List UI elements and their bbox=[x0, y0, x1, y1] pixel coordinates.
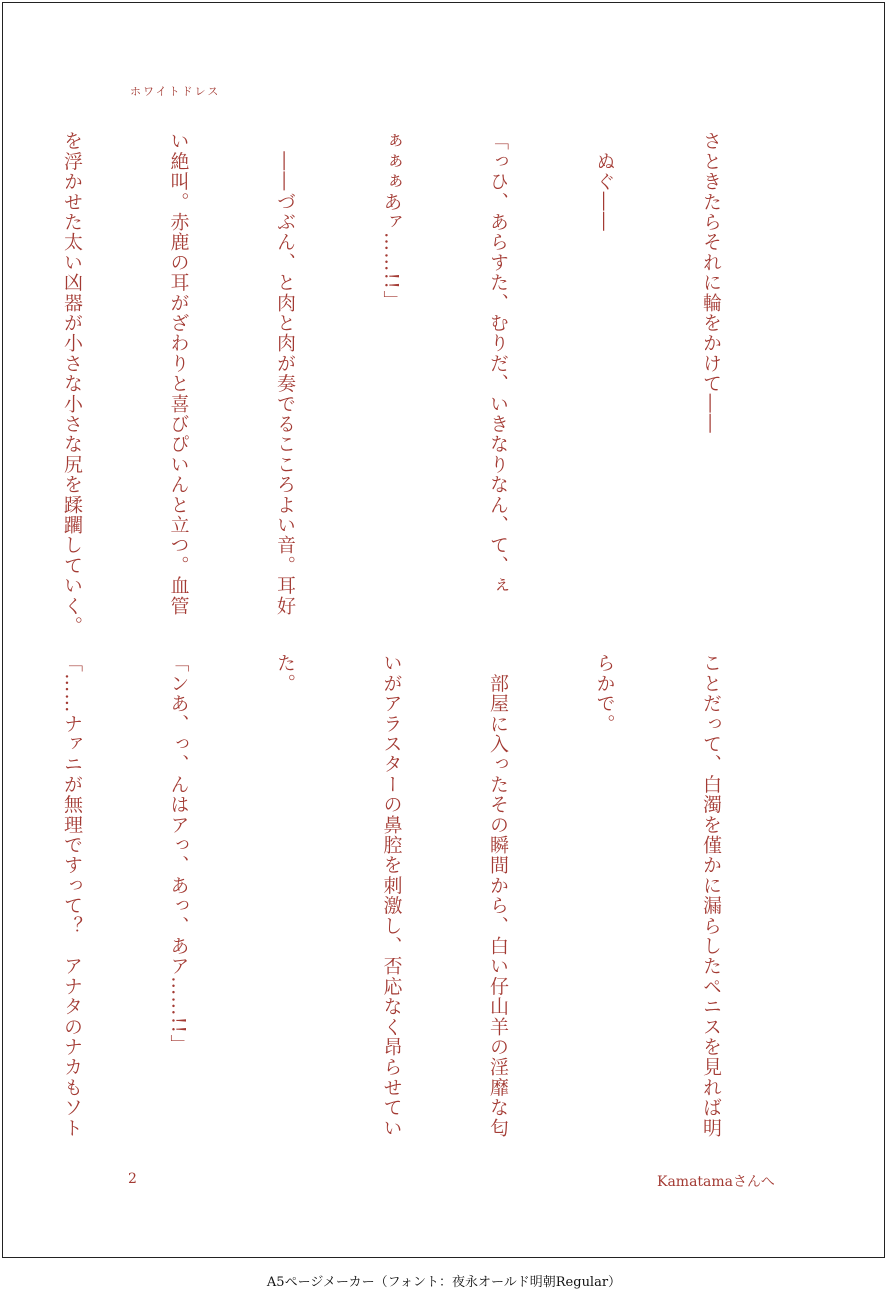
running-title: ホワイトドレス bbox=[130, 85, 221, 98]
text-line: 部屋に入ったその瞬間から、白い仔山羊の淫靡な匂 bbox=[487, 653, 509, 1138]
text-line: い絶叫。赤鹿の耳がざわりと喜びぴいんと立つ。血管 bbox=[167, 131, 190, 616]
text-line: 「……ナァニが無理ですって？ アナタのナカもソト bbox=[61, 653, 83, 1138]
text-line: いがアラスターの鼻腔を刺激し、否応なく昂らせてい bbox=[380, 653, 403, 1138]
text-line: らかで。 bbox=[593, 653, 616, 734]
text-line: を浮かせた太い凶器が小さな小さな尻を蹂躙していく。 bbox=[61, 131, 83, 636]
text-block-bottom bbox=[61, 653, 799, 1143]
text-line: ――づぶん、と肉と肉が奏でるこころよい音。耳好 bbox=[274, 131, 296, 616]
text-line: ことだって、白濁を僅かに漏らしたペニスを見れば明 bbox=[700, 653, 722, 1138]
dedication-footer: Kamatamaさんへ bbox=[657, 1174, 775, 1190]
page-number: 2 bbox=[128, 1171, 137, 1187]
text-line: ぬぐ―― bbox=[593, 131, 616, 232]
generator-caption: A5ページメーカー（フォント：夜永オールド明朝Regular） bbox=[266, 1275, 622, 1290]
text-line: 「ンあ、っ、んはアっ、あっ、あア……!!」 bbox=[167, 653, 190, 1055]
text-line: 「っひ、あらすた、むりだ、いきなりなん、て、ぇ bbox=[487, 131, 509, 596]
text-block-top bbox=[61, 131, 799, 636]
text-line: た。 bbox=[274, 653, 296, 694]
a5-page bbox=[2, 2, 885, 1258]
text-line: さときたらそれに輪をかけて―― bbox=[700, 131, 722, 434]
text-line: ぁぁぁあァ……!!」 bbox=[380, 131, 403, 311]
